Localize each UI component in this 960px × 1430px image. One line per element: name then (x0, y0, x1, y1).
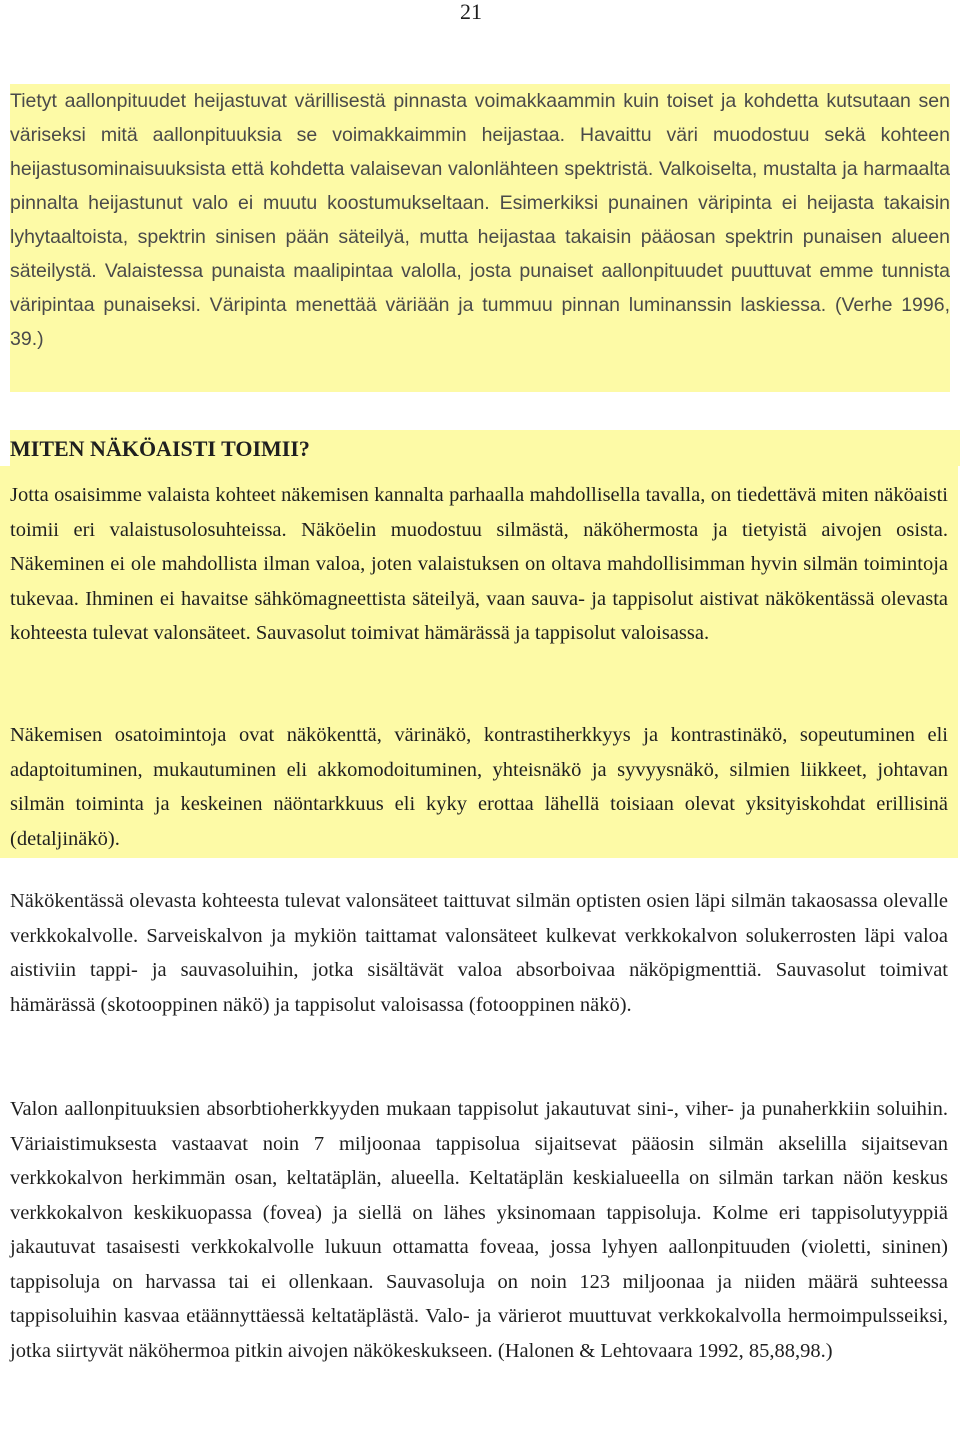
body-paragraph-1: Jotta osaisimme valaista kohteet näkemisen kannalta parhaalla mahdollisella tavalla, on tiedettävä miten näköaisti toimii eri valaistusolosuhteissa. Näköelin muodostuu silmästä, näköhermosta ja tietyistä aivojen osista. Näkeminen ei ole mahdollista ilman valoa, joten valaistuksen on oltava mahdollisimman hyvin silmän toimintoja tukevaa. Ihminen ei havaitse sähkömagneettista säteilyä, vaan sauva- ja tappisolut aistivat näkökentässä olevasta kohteesta tulevat valonsäteet. Sauvasolut toimivat hämärässä ja tappisolut valoisassa. (10, 484, 948, 644)
intro-paragraph: Tietyt aallonpituudet heijastuvat värillisestä pinnasta voimakkaammin kuin toiset ja kohdetta kutsutaan sen väriseksi mitä aallonpituuksia se voimakkaimmin heijastaa. Havaittu väri muodostuu sekä kohteen heijastusominaisuuksista että kohdetta valaisevan valonlähteen spektristä. Valkoiselta, mustalta ja harmaalta pinnalta heijastunut valo ei muutu koostumukseltaan. Esimerkiksi punainen väripinta ei heijasta takaisin lyhytaaltoista, spektrin sinisen pään säteilyä, mutta heijastaa takaisin pääosan spektrin punaisen alueen säteilystä. Valaistessa punaista maalipintaa valolla, josta punaiset aallonpituudet puuttuvat emme tunnista väripintaa punaiseksi. Väripinta menettää väriään ja tummuu pinnan luminanssin laskiessa. (Verhe 1996, 39.) (10, 84, 950, 392)
body-paragraph-2: Näkemisen osatoimintoja ovat näkökenttä, värinäkö, kontrastiherkkyys ja kontrastinäkö, sopeutuminen eli adaptoituminen, mukautuminen eli akkomodoituminen, yhteisnäkö ja syvyysnäkö, silmien liikkeet, johtavan silmän toiminta ja keskeinen näöntarkkuus eli kyky erottaa lähellä toisiaan olevat yksityiskohdat erillisinä (detaljinäkö). (10, 724, 948, 850)
section-heading: MITEN NÄKÖAISTI TOIMII? (10, 430, 960, 466)
page-number: 21 (460, 0, 482, 24)
body-paragraph-4: Valon aallonpituuksien absorbtioherkkyyden mukaan tappisolut jakautuvat sini-, viher- ja punaherkkiin soluihin. Väriaistimuksesta vastaavat noin 7 miljoonaa tappisolua sijaitsevat pääosin silmän akselilla sijaitsevan verkkokalvon herkimmän osan, keltatäplän, alueella. Keltatäplän keskialueella on silmän tarkan näön keskus verkkokalvon keskikuopassa (fovea) ja siellä on lähes yksinomaan tappisoluja. Kolme eri tappisolutyyppiä jakautuvat tasaisesti verkkokalvolle lukuun ottamatta foveaa, jossa lyhyen aallonpituuden (violetti, sininen) tappisoluja on harvassa tai ei ollenkaan. Sauvasoluja on noin 123 miljoonaa ja niiden määrä suhteessa tappisoluihin kasvaa etäännyttäessä keltatäplästä. Valo- ja värierot muuttuvat verkkokalvolla hermoimpulsseiksi, jotka siirtyvät näköhermoa pitkin aivojen näkökeskukseen. (Halonen & Lehtovaara 1992, 85,88,98.) (10, 1098, 948, 1362)
body-paragraph-3: Näkökentässä olevasta kohteesta tulevat valonsäteet taittuvat silmän optisten osien läpi silmän takaosassa olevalle verkkokalvolle. Sarveiskalvon ja mykiön taittamat valonsäteet kulkevat verkkokalvon solukerrosten läpi valoa aistiviin tappi- ja sauvasoluihin, jotka sisältävät valoa absorboivaa näköpigmenttiä. Sauvasolut toimivat hämärässä (skotooppinen näkö) ja tappisolut valoisassa (fotooppinen näkö). (10, 890, 948, 1016)
